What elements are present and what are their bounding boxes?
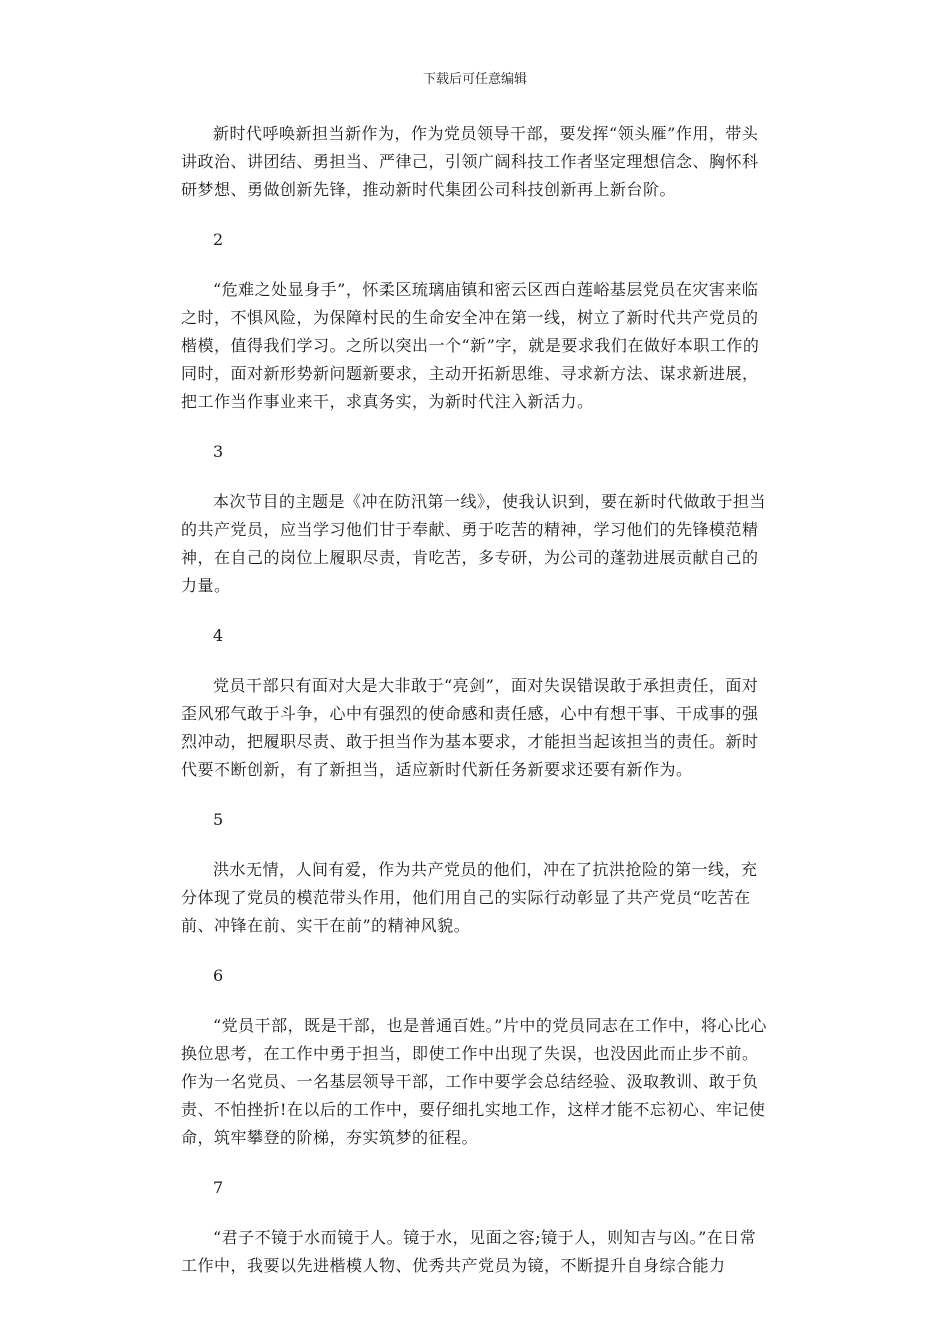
paragraph-1: 新时代呼唤新担当新作为，作为党员领导干部，要发挥“领头雁”作用，带头讲政治、讲团结、勇担当、严律己，引领广阔科技工作者坚定理想信念、胸怀科研梦想、勇做创新先锋，推动新时代集团公司科技创新再上新台阶。 [181, 124, 759, 199]
paragraph-2: “危难之处显身手”，怀柔区琉璃庙镇和密云区西白莲峪基层党员在灾害来临之时，不惧风险，为保障村民的生命安全冲在第一线，树立了新时代共产党员的楷模，值得我们学习。之所以突出一个“新”字，就是要求我们在做好本职工作的同时，面对新形势新问题新要求，主动开拓新思维、寻求新方法、谋求新进展，把工作当作事业来干，求真务实，为新时代注入新活力。 [181, 280, 760, 411]
paragraph-6: “党员干部，既是干部，也是普通百姓。”片中的党员同志在工作中，将心比心换位思考，在工作中勇于担当，即使工作中出现了失误，也没因此而止步不前。作为一名党员、一名基层领导干部，工作中要学会总结经验、汲取教训、敢于负责、不怕挫折!在以后的工作中，要仔细扎实地工作，这样才能不忘初心、牢记使命，筑牢攀登的阶梯，夯实筑梦的征程。 [181, 1016, 767, 1147]
section-number-7: 7 [213, 1178, 224, 1197]
document-body [181, 120, 771, 1280]
paragraph-3: 本次节目的主题是《冲在防汛第一线》，使我认识到，要在新时代做敢于担当的共产党员，应当学习他们甘于奉献、勇于吃苦的精神，学习他们的先锋模范精神，在自己的岗位上履职尽责，肯吃苦，多专研，为公司的蓬勃进展贡献自己的力量。 [181, 492, 767, 595]
section-number-4: 4 [213, 626, 224, 645]
paragraph-5: 洪水无情，人间有爱，作为共产党员的他们，冲在了抗洪抢险的第一线，充分体现了党员的模范带头作用，他们用自己的实际行动彰显了共产党员“吃苦在前、冲锋在前、实干在前”的精神风貌。 [181, 860, 758, 935]
section-number-2: 2 [213, 230, 224, 249]
section-number-3: 3 [213, 442, 224, 461]
paragraph-7: “君子不镜于水而镜于人。镜于水，见面之容;镜于人，则知吉与凶。”在日常工作中，我要以先进楷模人物、优秀共产党员为镜，不断提升自身综合能力 [181, 1228, 757, 1275]
section-number-5: 5 [213, 810, 224, 829]
paragraph-4: 党员干部只有面对大是大非敢于“亮剑”，面对失误错误敢于承担责任，面对歪风邪气敢于斗争，心中有强烈的使命感和责任感，心中有想干事、干成事的强烈冲动，把履职尽责、敢于担当作为基本要求，才能担当起该担当的责任。新时代要不断创新，有了新担当，适应新时代新任务新要求还要有新作为。 [181, 676, 759, 779]
header-note: 下载后可任意编辑 [422, 72, 527, 87]
section-number-6: 6 [213, 966, 224, 985]
